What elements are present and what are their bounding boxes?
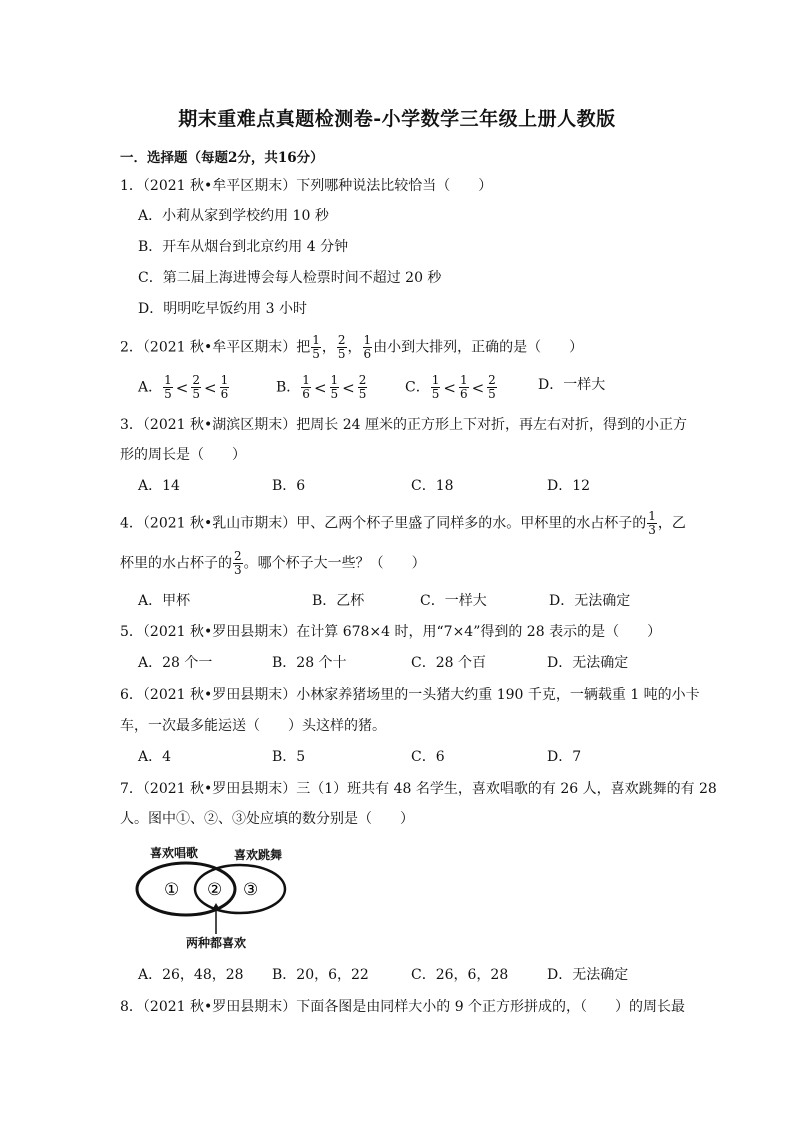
q5-option-a[interactable]: A．28 个一 xyxy=(138,655,213,671)
q3-option-a[interactable]: A．14 xyxy=(138,478,180,494)
q2-option-d[interactable]: D．一样大 xyxy=(538,377,606,393)
q8-stem-line1: 8．（2021 秋•罗田县期末）下面各图是由同样大小的 9 个正方形拼成的，（ ）的周长最 xyxy=(120,999,686,1015)
q7-option-a[interactable]: A．26，48，28 xyxy=(138,967,244,983)
q1-option-d[interactable]: D．明明吃早饭约用 3 小时 xyxy=(138,301,308,317)
q5-option-b[interactable]: B．28 个十 xyxy=(272,655,347,671)
q5-option-d[interactable]: D．无法确定 xyxy=(547,655,629,671)
q6-option-c[interactable]: C．6 xyxy=(411,749,445,765)
q2-stem-suffix: 由小到大排列，正确的是（ ） xyxy=(373,339,584,356)
q2-fraction-3: $\frac{1}{6}$ xyxy=(363,333,372,361)
q7-option-d[interactable]: D．无法确定 xyxy=(547,967,629,983)
venn-diagram xyxy=(130,858,300,936)
q1-option-a[interactable]: A．小莉从家到学校约用 10 秒 xyxy=(138,208,329,224)
q2-fraction-1: $\frac{1}{5}$ xyxy=(312,333,320,361)
venn-pointer-arrow xyxy=(212,903,220,910)
section-heading: 一．选择题（每题2分，共16分） xyxy=(120,150,324,166)
q4-fraction-2: $\frac{2}{3}$ xyxy=(234,549,242,577)
q4-fraction-1: $\frac{1}{3}$ xyxy=(648,509,656,537)
q1-option-c[interactable]: C．第二届上海进博会每人检票时间不超过 20 秒 xyxy=(138,270,442,286)
q6-stem-line1: 6．（2021 秋•罗田县期末）小林家养猪场里的一头猪大约重 190 千克，一辆载重 1 吨的小卡 xyxy=(120,687,700,703)
q6-option-b[interactable]: B．5 xyxy=(272,749,306,765)
page-title: 期末重难点真题检测卷-小学数学三年级上册人教版 xyxy=(178,108,616,130)
q4-option-d[interactable]: D．无法确定 xyxy=(549,593,631,609)
q7-option-c[interactable]: C．26，6，28 xyxy=(411,967,509,983)
q1-stem: 1．（2021 秋•牟平区期末）下列哪种说法比较恰当（ ） xyxy=(120,178,493,194)
q5-option-c[interactable]: C．28 个百 xyxy=(411,655,486,671)
q2-stem-prefix: 2．（2021 秋•牟平区期末）把 xyxy=(120,339,311,356)
venn-label-dance: 喜欢跳舞 xyxy=(234,848,283,862)
q7-option-b[interactable]: B．20，6，22 xyxy=(272,967,369,983)
q6-stem-line2: 车，一次最多能运送（ ）头这样的猪。 xyxy=(120,718,386,734)
q4-option-c[interactable]: C．一样大 xyxy=(420,593,487,609)
q3-option-d[interactable]: D．12 xyxy=(547,478,591,494)
venn-mark-3: ③ xyxy=(243,880,259,900)
venn-mark-1: ① xyxy=(164,880,180,900)
q3-stem-line2: 形的周长是（ ） xyxy=(120,447,246,463)
q3-option-b[interactable]: B．6 xyxy=(272,478,306,494)
q5-stem: 5．（2021 秋•罗田县期末）在计算 678×4 时，用“7×4”得到的 28 表示的是（ ） xyxy=(120,624,662,640)
q4-option-a[interactable]: A．甲杯 xyxy=(138,593,191,609)
q2-stem: 2．（2021 秋•牟平区期末）把 $\frac{1}{5}$ ， $\frac{2}{5}$ ， $\frac{1}{6}$ 由小到大排列，正确的是（ ） xyxy=(120,333,584,361)
venn-mark-2: ② xyxy=(207,880,223,900)
q2-option-a[interactable]: A． $\frac{1}{5}$ < $\frac{2}{5}$ < $\frac{1}{6}$ xyxy=(138,373,229,401)
q4-stem-line2: 杯里的水占杯子的 $\frac{2}{3}$ 。哪个杯子大一些？（ ） xyxy=(120,549,426,577)
q3-option-c[interactable]: C．18 xyxy=(411,478,454,494)
q6-option-a[interactable]: A．4 xyxy=(138,749,172,765)
q2-option-b[interactable]: B． $\frac{1}{6}$ < $\frac{1}{5}$ < $\frac{2}{5}$ xyxy=(276,373,367,401)
q6-option-d[interactable]: D．7 xyxy=(547,749,582,765)
q1-option-b[interactable]: B．开车从烟台到北京约用 4 分钟 xyxy=(138,239,349,255)
q2-option-c[interactable]: C． $\frac{1}{5}$ < $\frac{1}{6}$ < $\frac{2}{5}$ xyxy=(405,373,496,401)
q7-stem-line1: 7．（2021 秋•罗田县期末）三（1）班共有 48 名学生，喜欢唱歌的有 26 人，喜欢跳舞的有 28 xyxy=(120,781,717,797)
q3-stem-line1: 3．（2021 秋•湖滨区期末）把周长 24 厘米的正方形上下对折，再左右对折，得到的小正方 xyxy=(120,417,687,433)
q4-stem-line1: 4．（2021 秋•乳山市期末）甲、乙两个杯子里盛了同样多的水。甲杯里的水占杯子的 $\frac{1}{3}$ ，乙 xyxy=(120,509,686,537)
q4-option-b[interactable]: B．乙杯 xyxy=(312,593,365,609)
q2-fraction-2: $\frac{2}{5}$ xyxy=(337,333,346,361)
venn-label-both: 两种都喜欢 xyxy=(186,936,247,950)
q7-stem-line2: 人。图中①、②、③处应填的数分别是（ ） xyxy=(120,811,414,827)
venn-label-sing: 喜欢唱歌 xyxy=(150,846,199,860)
